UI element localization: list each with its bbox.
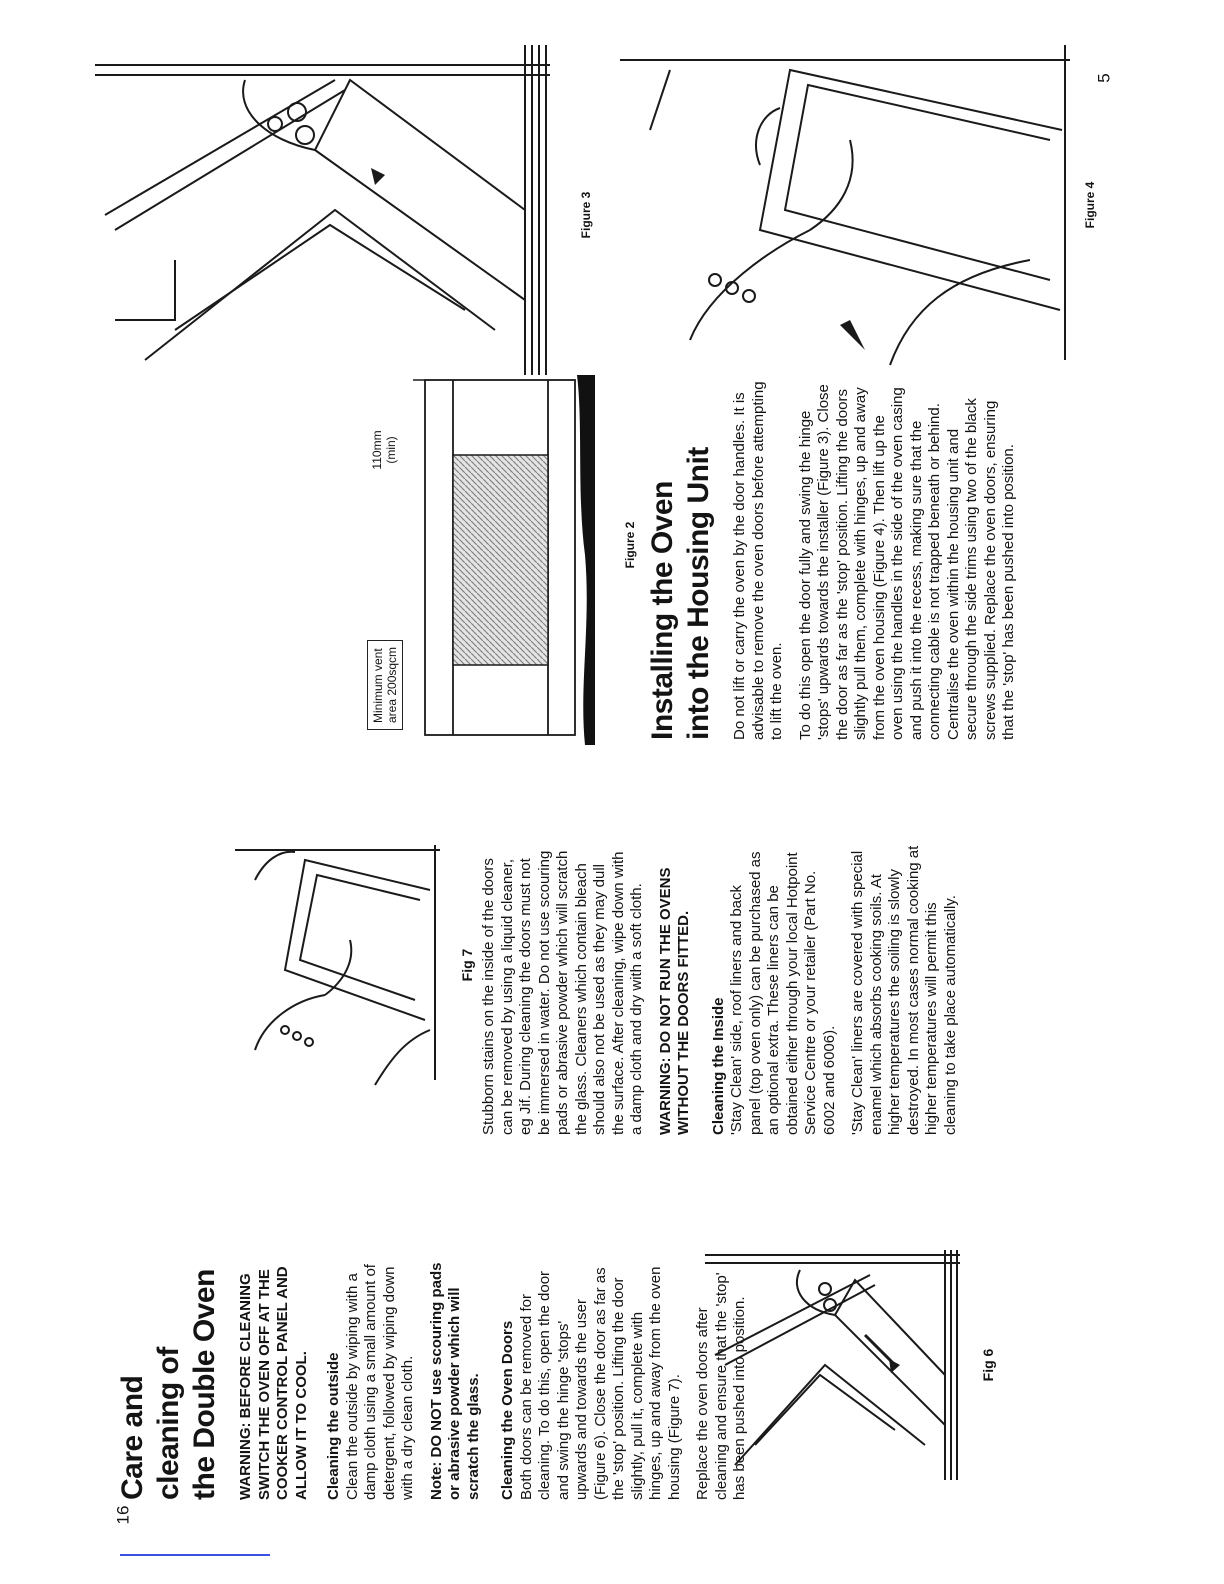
- vent-callout-line1: Minimum vent: [371, 648, 385, 723]
- install-column: [645, 380, 1029, 740]
- care-column-2: [480, 845, 970, 1135]
- dimension-line2: (min): [384, 436, 398, 464]
- fig7-caption: Fig 7: [459, 948, 475, 982]
- inside-text-2: 'Stay Clean' liners are covered with special enamel which absorbs cooking soils. At higher temperatures the soiling is slowly destroyed. In most cases normal cooking at higher temperatures will permit this cleaning to take place automatically.: [849, 845, 959, 1135]
- figure2-oven-hatch: [453, 455, 548, 665]
- install-para-1: Do not lift or carry the oven by the door handles. It is advisable to remove the oven doors before attempting to lift the oven.: [731, 381, 785, 740]
- stains-text: Stubborn stains on the inside of the doors can be removed by using a liquid cleaner, eg Jif. During cleaning the doors must not be immersed in water. Do not use scouring pads or abrasive powder which will scratch the glass. Cleaners which contain bleach should also not be used as they may dull the surface. After cleaning, wipe down with a damp cloth and dry with a soft cloth.: [480, 850, 645, 1135]
- outside-heading: Cleaning the outside: [325, 1352, 342, 1500]
- dimension-line1: 110mm: [370, 430, 384, 470]
- fig6-illustration: [695, 1245, 965, 1485]
- doors-text-2: Replace the oven doors after cleaning and ensure that the 'stop' has been pushed into position.: [694, 1272, 748, 1500]
- doors-heading: Cleaning the Oven Doors: [499, 1320, 516, 1500]
- install-para-2: To do this open the door fully and swing the hinge 'stops' upwards towards the installer (Figure 3). Close the door as far as the 'stop' position. Lifting the doors slightly pull them, complete with hinges, up and away from the oven housing (Figure 4). Then lift up the oven using the handles in the side of the oven casing and push it into the recess, making sure that the connecting cable is not trapped beneath or behind. Centralise the oven within the housing unit and secure through the side trims using two of the black screws supplied. Replace the oven doors, ensuring that the 'stop' has been pushed into position.: [796, 384, 1017, 740]
- page-number-left: 16: [113, 1505, 133, 1525]
- install-title-line1: Installing the Oven: [646, 481, 679, 740]
- clearance-dimension: [370, 420, 398, 480]
- page-number-right: 5: [1094, 73, 1114, 83]
- fig7-illustration: [225, 840, 445, 1090]
- figure2-caption: Figure 2: [623, 521, 637, 569]
- care-title: [115, 1260, 223, 1500]
- figure4-illustration: [610, 40, 1075, 370]
- footer-rule: [120, 1554, 270, 1556]
- cleaning-warning: WARNING: BEFORE CLEANING SWITCH THE OVEN OFF AT THE COOKER CONTROL PANEL AND ALLOW IT TO COOL.: [237, 1266, 310, 1500]
- doors-text: Both doors can be removed for cleaning. To do this, open the door and swing the hinge 'stops' upwards and towards the user (Figure 6). Close the door as far as the 'stop' position. Lifting the door slightly, pull it, complete with hinges, up and away from the oven housing (Figure 7).: [517, 1266, 683, 1500]
- outside-text: Clean the outside by wiping with a damp cloth using a small amount of detergent, followed by wiping down with a dry clean cloth.: [343, 1264, 416, 1500]
- rotated-page-content: [75, 20, 1205, 1500]
- care-column-1: [115, 1260, 760, 1500]
- install-title: [645, 380, 717, 740]
- vent-callout: [367, 640, 403, 730]
- care-title-line1: Care and cleaning of: [116, 1347, 185, 1500]
- figure4-caption: Figure 4: [1083, 181, 1097, 229]
- figure2-wall: [577, 375, 595, 745]
- figure3-illustration: [85, 40, 555, 380]
- vent-callout-line2: area 200sqcm: [385, 646, 399, 723]
- doors-warning: WARNING: DO NOT RUN THE OVENS WITHOUT THE DOORS FITTED.: [656, 867, 692, 1135]
- care-title-line2: the Double Oven: [188, 1269, 221, 1500]
- figure3-caption: Figure 3: [579, 191, 593, 239]
- inside-text: 'Stay Clean' side, roof liners and back panel (top oven only) can be purchased as an optional extra. These liners can be obtained either through your local Hotpoint Service Centre or your retailer (Part No. 6002 and 6006).: [728, 851, 838, 1135]
- figure2-illustration: [405, 365, 605, 755]
- inside-heading: Cleaning the Inside: [709, 997, 727, 1135]
- outside-note: Note: DO NOT use scouring pads or abrasive powder which will scratch the glass.: [427, 1262, 482, 1500]
- fig6-caption: Fig 6: [980, 1348, 996, 1382]
- install-title-line2: into the Housing Unit: [682, 447, 715, 740]
